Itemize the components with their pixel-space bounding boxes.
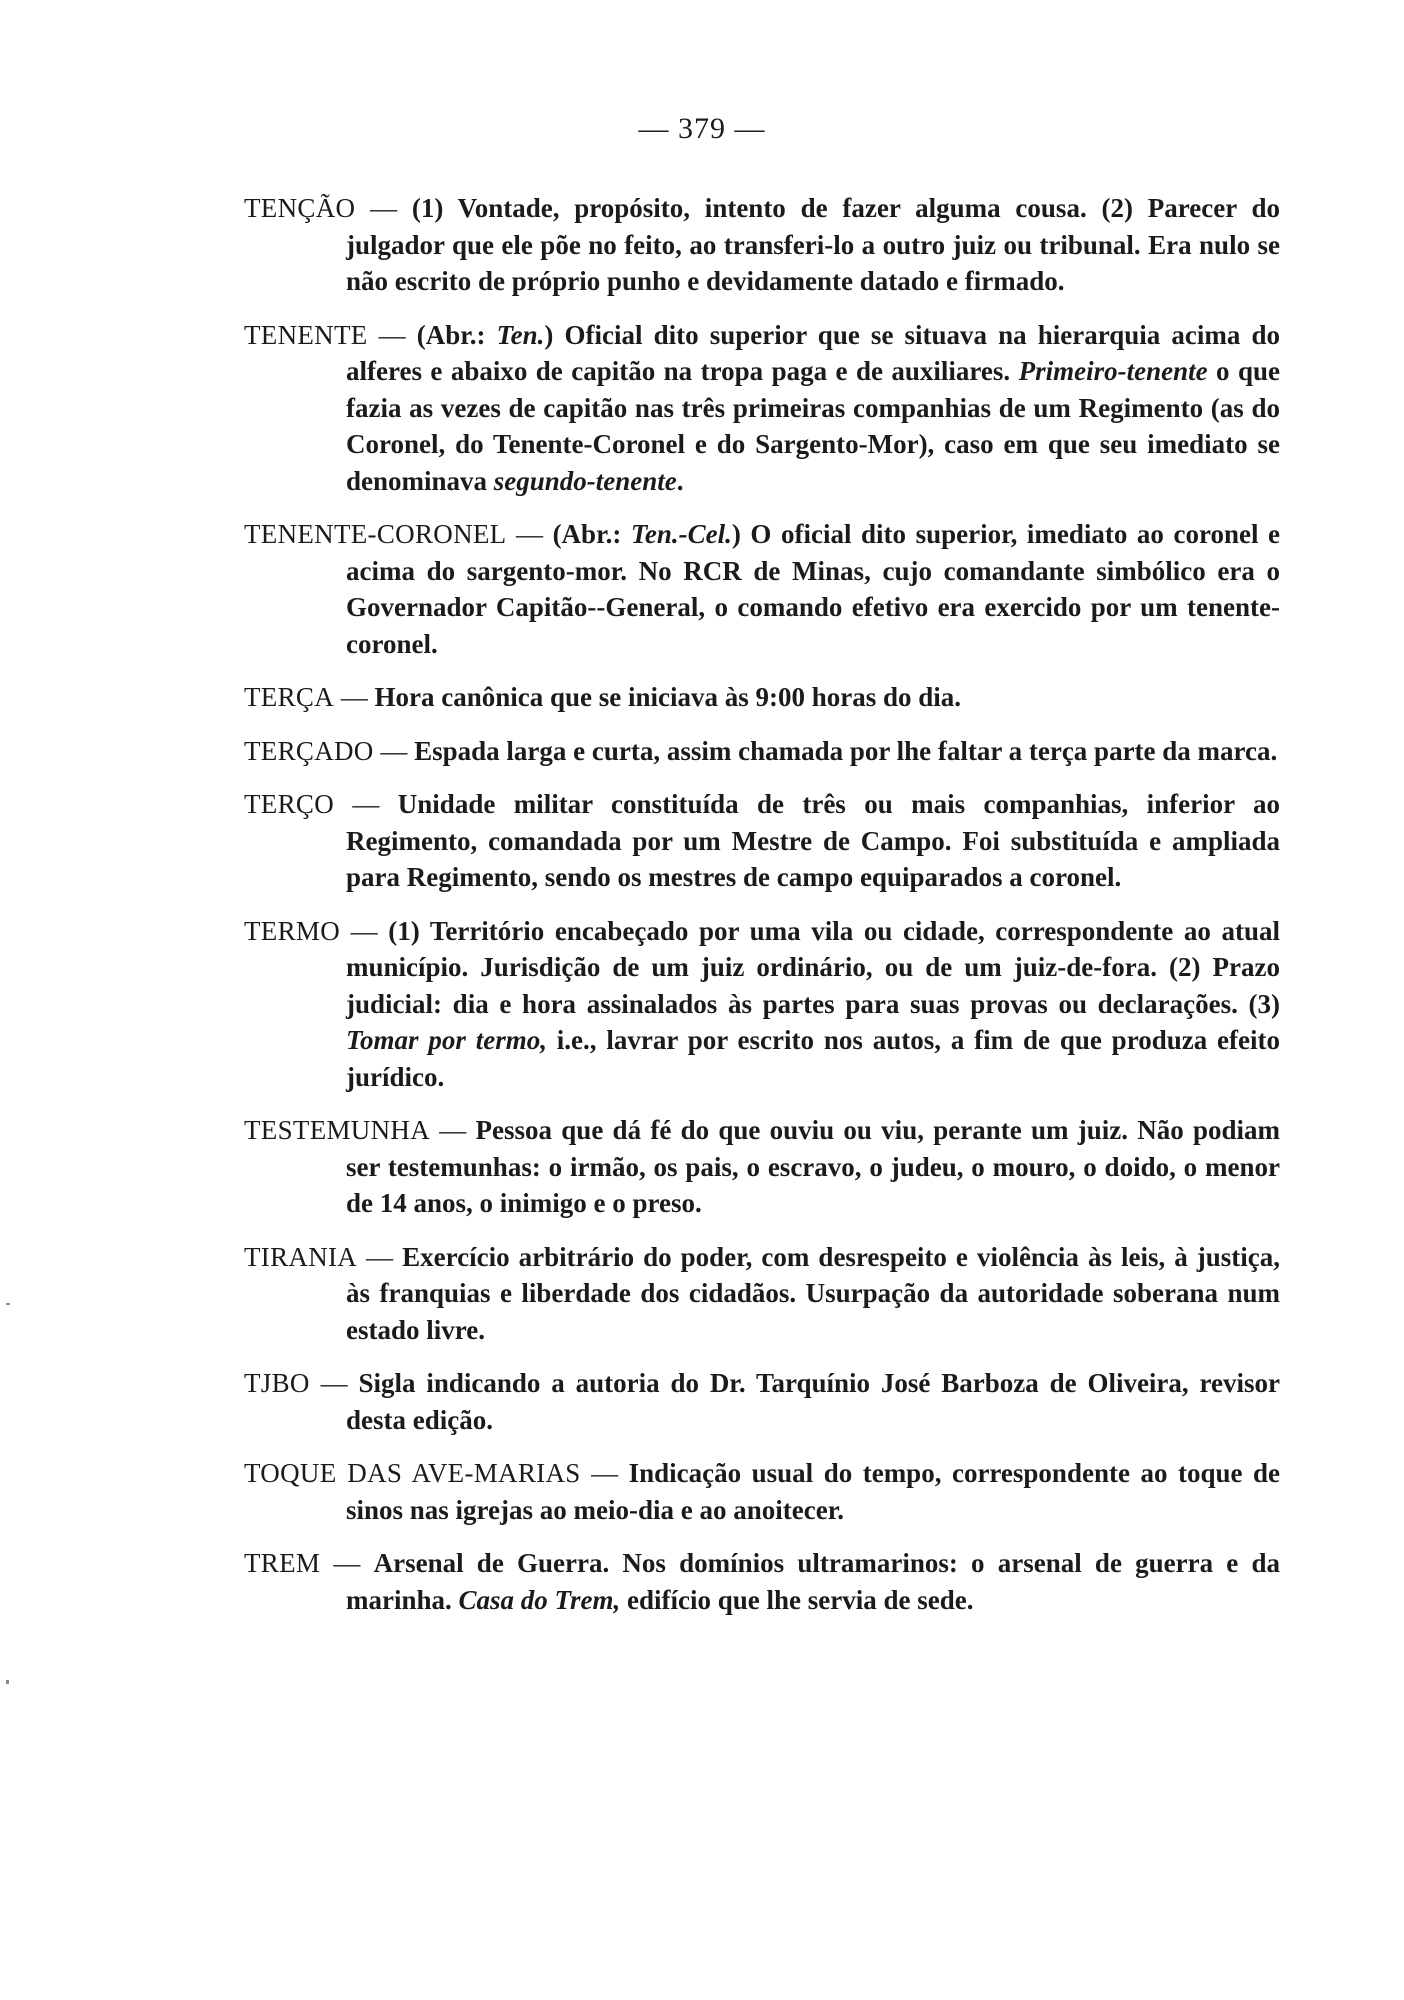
glossary-entry: TOQUE DAS AVE-MARIAS — Indicação usual do tempo, correspondente ao toque de sinos nas igrejas ao meio-dia e ao anoitecer. — [244, 1458, 1280, 1525]
definition-text: Indicação usual do tempo, correspondente ao toque de sinos nas igrejas ao meio-dia e ao anoitecer. — [346, 1458, 1280, 1525]
definition-text: ) Oficial dito superior que se situava na hierarquia acima do alferes e abaixo de capitão na tropa paga e de auxiliares. — [346, 319, 1280, 386]
definition-text: . — [676, 465, 684, 496]
entry-term: TOQUE DAS AVE-MARIAS — [244, 1458, 581, 1488]
entry-definition — [346, 193, 1280, 296]
entry-term: TREM — [244, 1548, 321, 1578]
entry-term: TERMO — [244, 915, 340, 946]
entry-term: TENENTE — [244, 319, 368, 350]
page-number: — 379 — — [638, 112, 766, 145]
entry-term: TERÇA — [244, 682, 335, 712]
entry-term: TERÇO — [244, 789, 335, 819]
entry-term: TJBO — [244, 1368, 310, 1398]
glossary-entry: TERÇA — Hora canônica que se iniciava às 9:00 horas do dia. — [244, 682, 962, 712]
definition-text: (1) Vontade, propósito, intento de fazer alguma cousa. (2) Parecer do julgador que ele põe no feito, ao transferi-lo a outro juiz ou tribunal. Era nulo se não escrito de próprio punho e devidamente datado e firmado. — [346, 193, 1281, 296]
margin-mark — [6, 1680, 9, 1684]
definition-italic-text: Tomar por termo, — [346, 1025, 547, 1055]
glossary-entry: TENÇÃO — (1) Vontade, propósito, intento de fazer alguma cousa. (2) Parecer do julgador que ele põe no feito, ao transferi-lo a outro juiz ou tribunal. Era nulo se não escrito de próprio punho e devidamente datado e firmado. — [244, 193, 1281, 296]
glossary-entry: TENENTE-CORONEL — (Abr.: Ten.-Cel.) O oficial dito superior, imediato ao coronel e acima do sargento-mor. No RCR de Minas, cujo comandante simbólico era o Governador Capitão--General, o comando efetivo era exercido por um tenente-coronel. — [244, 519, 1280, 659]
definition-text: i.e., lavrar por escrito nos autos, a fim de que produza efeito jurídico. — [346, 1025, 1281, 1092]
entry-definition — [346, 916, 1280, 1092]
definition-text: Hora canônica que se iniciava às 9:00 horas do dia. — [374, 682, 962, 712]
entry-definition — [346, 789, 1280, 892]
entry-term: TERÇADO — [244, 735, 374, 766]
definition-text: Exercício arbitrário do poder, com desrespeito e violência às leis, à justiça, às franquias e liberdade dos cidadãos. Usurpação da autoridade soberana num estado livre. — [346, 1241, 1281, 1345]
entry-term: TESTEMUNHA — [244, 1115, 430, 1145]
entry-term: TIRANIA — [244, 1241, 358, 1272]
definition-text: ) O oficial dito superior, imediato ao coronel e acima do sargento-mor. No RCR de Minas, cujo comandante simbólico era o Governador Capitão--General, o comando efetivo era exercido por um tenente-coronel. — [346, 519, 1280, 659]
entry-definition — [346, 1548, 1280, 1615]
entry-definition — [414, 736, 1277, 766]
definition-text: Pessoa que dá fé do que ouviu ou viu, perante um juiz. Não podiam ser testemunhas: o irmão, os pais, o escravo, o judeu, o mouro, o doido, o menor de 14 anos, o inimigo e o preso. — [346, 1115, 1280, 1218]
glossary-entry: TREM — Arsenal de Guerra. Nos domínios ultramarinos: o arsenal de guerra e da marinha. Casa do Trem, edifício que lhe servia de sede. — [244, 1548, 1280, 1615]
definition-text: Espada larga e curta, assim chamada por lhe faltar a terça parte da marca. — [414, 735, 1278, 766]
definition-text: Arsenal de Guerra. Nos domínios ultramarinos: o arsenal de guerra e da marinha. — [346, 1548, 1280, 1615]
entry-term: TENÇÃO — [244, 193, 356, 223]
glossary-entry: TERMO — (1) Território encabeçado por uma vila ou cidade, correspondente ao atual município. Jurisdição de um juiz ordinário, ou de um juiz-de-fora. (2) Prazo judicial: dia e hora assinalados às partes para suas provas ou declarações. (3) Tomar por termo, i.e., lavrar por escrito nos autos, a fim de que produza efeito jurídico. — [244, 915, 1281, 1092]
definition-italic-text: Casa do Trem, — [458, 1584, 621, 1615]
definition-text: (Abr.: — [552, 519, 631, 549]
glossary-list — [244, 190, 1280, 1635]
glossary-entry: TENENTE — (Abr.: Ten.) Oficial dito superior que se situava na hierarquia acima do alferes e abaixo de capitão na tropa paga e de auxiliares. Primeiro-tenente o que fazia as vezes de capitão nas três primeiras companhias de um Regimento (as do Coronel, do Tenente-Coronel e do Sargento-Mor), caso em que seu imediato se denominava segundo-tenente. — [244, 319, 1280, 496]
glossary-entry: TESTEMUNHA — Pessoa que dá fé do que ouviu ou viu, perante um juiz. Não podiam ser testemunhas: o irmão, os pais, o escravo, o judeu, o mouro, o doido, o menor de 14 anos, o inimigo e o preso. — [244, 1115, 1280, 1218]
definition-italic-text: segundo-tenente — [493, 465, 677, 496]
definition-text: (1) Território encabeçado por uma vila ou cidade, correspondente ao atual município. Jurisdição de um juiz ordinário, ou de um juiz-de-fora. (2) Prazo judicial: dia e hora assinalados às partes para suas provas ou declarações. (3) — [346, 915, 1281, 1019]
definition-italic-text: Ten.-Cel. — [630, 519, 732, 549]
definition-italic-text: Primeiro-tenente — [1018, 356, 1208, 386]
definition-text: (Abr.: — [416, 319, 497, 350]
entry-term: TENENTE-CORONEL — [244, 519, 507, 549]
entry-definition — [346, 1242, 1280, 1345]
glossary-entry: TIRANIA — Exercício arbitrário do poder, com desrespeito e violência às leis, à justiça, às franquias e liberdade dos cidadãos. Usurpação da autoridade soberana num estado livre. — [244, 1241, 1281, 1345]
entry-definition — [346, 1115, 1280, 1218]
definition-text: edifício que lhe servia de sede. — [620, 1584, 974, 1615]
entry-definition — [346, 320, 1280, 496]
glossary-entry: TERÇADO — Espada larga e curta, assim chamada por lhe faltar a terça parte da marca. — [244, 735, 1278, 766]
margin-mark — [6, 1303, 10, 1305]
entry-definition — [346, 1368, 1280, 1435]
glossary-entry: TJBO — Sigla indicando a autoria do Dr. Tarquínio José Barboza de Oliveira, revisor desta edição. — [244, 1368, 1280, 1435]
definition-text: Sigla indicando a autoria do Dr. Tarquínio José Barboza de Oliveira, revisor desta edição. — [346, 1368, 1280, 1435]
definition-text: Unidade militar constituída de três ou mais companhias, inferior ao Regimento, comandada por um Mestre de Campo. Foi substituída e ampliada para Regimento, sendo os mestres de campo equiparados a coronel. — [346, 789, 1280, 892]
entry-definition — [375, 682, 962, 712]
glossary-entry: TERÇO — Unidade militar constituída de três ou mais companhias, inferior ao Regimento, comandada por um Mestre de Campo. Foi substituída e ampliada para Regimento, sendo os mestres de campo equiparados a coronel. — [244, 789, 1280, 892]
definition-italic-text: Ten. — [496, 319, 545, 350]
definition-text: o que fazia as vezes de capitão nas três primeiras companhias de um Regimento (as do Coronel, do Tenente-Coronel e do Sargento-Mor), caso em que seu imediato se denominava — [346, 356, 1280, 496]
